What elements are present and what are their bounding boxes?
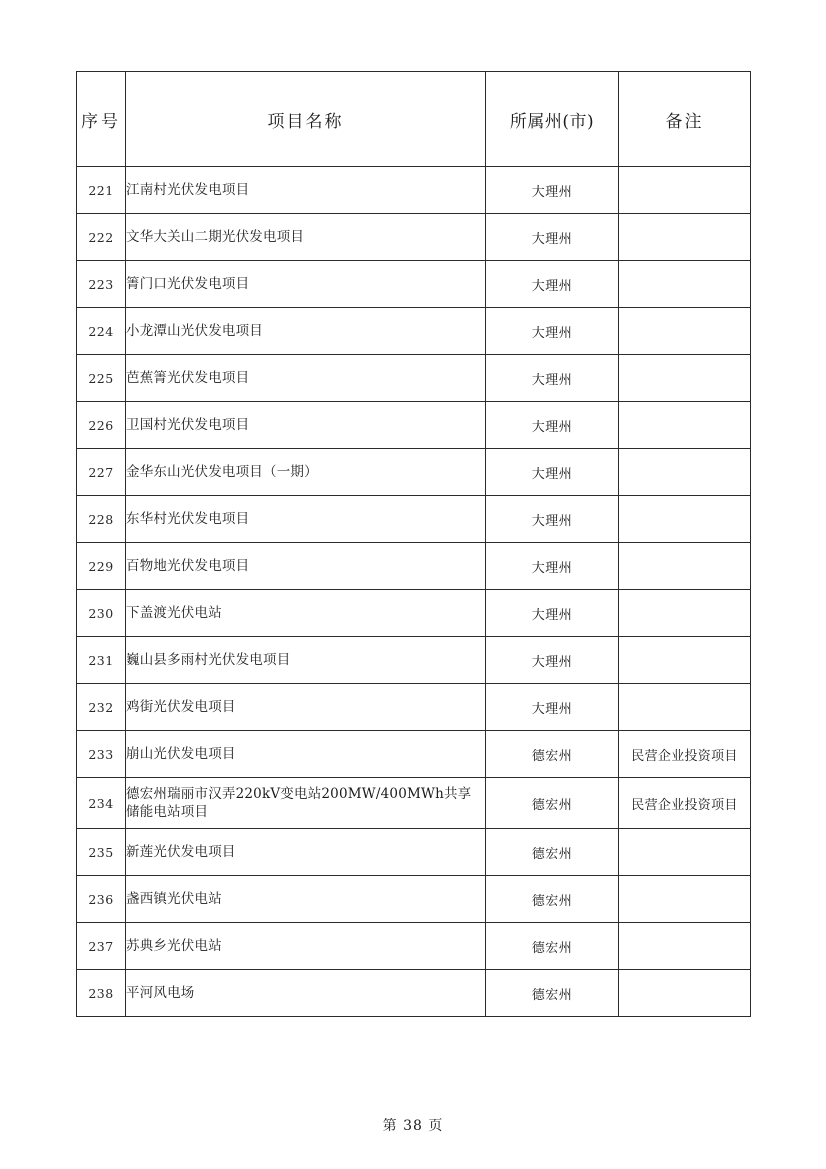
- cell-project-name: 文华大关山二期光伏发电项目: [126, 214, 486, 261]
- cell-seq: 222: [77, 214, 126, 261]
- cell-project-name: 卫国村光伏发电项目: [126, 402, 486, 449]
- cell-note: 民营企业投资项目: [619, 731, 751, 778]
- cell-prefecture: 大理州: [486, 637, 619, 684]
- cell-prefecture: 德宏州: [486, 829, 619, 876]
- table-row: [77, 355, 751, 402]
- table-row: [77, 829, 751, 876]
- table-row: [77, 923, 751, 970]
- table-row: [77, 261, 751, 308]
- cell-seq: 227: [77, 449, 126, 496]
- cell-prefecture: 大理州: [486, 308, 619, 355]
- cell-seq: 224: [77, 308, 126, 355]
- cell-seq: 234: [77, 778, 126, 829]
- cell-prefecture: 德宏州: [486, 778, 619, 829]
- cell-note: [619, 496, 751, 543]
- table-row: [77, 684, 751, 731]
- cell-project-name: 苏典乡光伏电站: [126, 923, 486, 970]
- cell-prefecture: 大理州: [486, 261, 619, 308]
- cell-seq: 233: [77, 731, 126, 778]
- table-row: [77, 543, 751, 590]
- cell-prefecture: 德宏州: [486, 970, 619, 1017]
- project-table: [76, 71, 751, 1017]
- cell-prefecture: 德宏州: [486, 876, 619, 923]
- cell-project-name: 平河风电场: [126, 970, 486, 1017]
- cell-note: [619, 449, 751, 496]
- cell-seq: 225: [77, 355, 126, 402]
- cell-project-name: 鸡街光伏发电项目: [126, 684, 486, 731]
- cell-seq: 231: [77, 637, 126, 684]
- cell-note: [619, 829, 751, 876]
- table-row: [77, 402, 751, 449]
- column-header-city: 所属州(市): [486, 72, 619, 167]
- cell-project-name: 江南村光伏发电项目: [126, 167, 486, 214]
- table-row: [77, 778, 751, 829]
- page-number-footer: 第 38 页: [382, 1118, 444, 1134]
- cell-prefecture: 德宏州: [486, 923, 619, 970]
- cell-note: [619, 590, 751, 637]
- project-table-container: [76, 71, 750, 1017]
- table-row: [77, 496, 751, 543]
- cell-project-name: 百物地光伏发电项目: [126, 543, 486, 590]
- table-header-row: [77, 72, 751, 167]
- cell-seq: 230: [77, 590, 126, 637]
- cell-prefecture: 大理州: [486, 355, 619, 402]
- table-row: [77, 214, 751, 261]
- cell-seq: 236: [77, 876, 126, 923]
- cell-seq: 237: [77, 923, 126, 970]
- cell-project-name: 德宏州瑞丽市汉弄220kV变电站200MW/400MWh共享储能电站项目: [126, 778, 486, 829]
- cell-seq: 221: [77, 167, 126, 214]
- column-header-note: 备注: [619, 72, 751, 167]
- table-row: [77, 308, 751, 355]
- cell-note: [619, 402, 751, 449]
- cell-project-name: 盏西镇光伏电站: [126, 876, 486, 923]
- table-row: [77, 637, 751, 684]
- cell-project-name: 新莲光伏发电项目: [126, 829, 486, 876]
- cell-seq: 228: [77, 496, 126, 543]
- cell-note: [619, 167, 751, 214]
- cell-prefecture: 大理州: [486, 214, 619, 261]
- cell-note: [619, 923, 751, 970]
- cell-prefecture: 大理州: [486, 496, 619, 543]
- cell-prefecture: 德宏州: [486, 731, 619, 778]
- cell-seq: 238: [77, 970, 126, 1017]
- cell-note: [619, 308, 751, 355]
- table-header: [77, 72, 751, 167]
- cell-project-name: 金华东山光伏发电项目（一期）: [126, 449, 486, 496]
- cell-prefecture: 大理州: [486, 543, 619, 590]
- column-header-seq: 序号: [77, 72, 126, 167]
- cell-prefecture: 大理州: [486, 684, 619, 731]
- table-row: [77, 970, 751, 1017]
- cell-prefecture: 大理州: [486, 167, 619, 214]
- table-row: [77, 167, 751, 214]
- cell-prefecture: 大理州: [486, 449, 619, 496]
- table-row: [77, 449, 751, 496]
- cell-note: [619, 637, 751, 684]
- column-header-name: 项目名称: [126, 72, 486, 167]
- cell-prefecture: 大理州: [486, 402, 619, 449]
- cell-note: [619, 684, 751, 731]
- cell-project-name: 崩山光伏发电项目: [126, 731, 486, 778]
- table-body: [77, 167, 751, 1017]
- cell-seq: 232: [77, 684, 126, 731]
- cell-note: 民营企业投资项目: [619, 778, 751, 829]
- cell-project-name: 东华村光伏发电项目: [126, 496, 486, 543]
- table-row: [77, 731, 751, 778]
- cell-seq: 229: [77, 543, 126, 590]
- cell-seq: 226: [77, 402, 126, 449]
- cell-project-name: 小龙潭山光伏发电项目: [126, 308, 486, 355]
- table-row: [77, 876, 751, 923]
- cell-prefecture: 大理州: [486, 590, 619, 637]
- cell-project-name: 箐门口光伏发电项目: [126, 261, 486, 308]
- cell-project-name: 下盖渡光伏电站: [126, 590, 486, 637]
- cell-note: [619, 970, 751, 1017]
- table-row: [77, 590, 751, 637]
- cell-project-name: 巍山县多雨村光伏发电项目: [126, 637, 486, 684]
- cell-note: [619, 876, 751, 923]
- cell-project-name: 芭蕉箐光伏发电项目: [126, 355, 486, 402]
- cell-note: [619, 355, 751, 402]
- cell-seq: 223: [77, 261, 126, 308]
- cell-note: [619, 214, 751, 261]
- cell-note: [619, 543, 751, 590]
- cell-note: [619, 261, 751, 308]
- cell-seq: 235: [77, 829, 126, 876]
